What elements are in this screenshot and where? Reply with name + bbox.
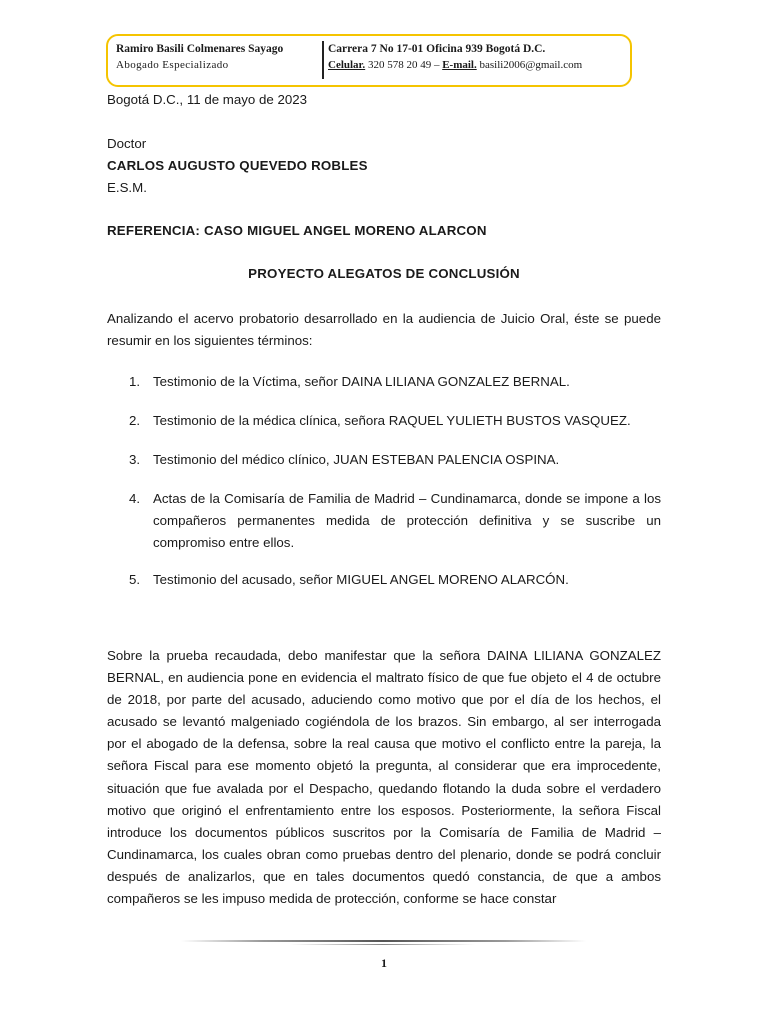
letterhead (106, 34, 632, 87)
letterhead-divider (322, 41, 324, 79)
recipient-salutation: Doctor (107, 136, 147, 151)
email-address: basili2006@gmail.com (476, 59, 583, 71)
page-number: 1 (381, 956, 387, 970)
recipient-name: CARLOS AUGUSTO QUEVEDO ROBLES (107, 158, 368, 173)
item-number: 4. (129, 491, 141, 506)
office-address: Carrera 7 No 17-01 Oficina 939 Bogotá D.C. (328, 43, 546, 55)
item-number: 2. (129, 413, 141, 428)
footer-divider-accent (290, 944, 475, 945)
item-number: 3. (129, 452, 141, 467)
item-text: Actas de la Comisaría de Familia de Madrid – Cundinamarca, donde se impone a los compañeros permanentes medida de protección definitiva y se suscribe un compromiso entre ellos. (153, 491, 661, 550)
reference-line: REFERENCIA: CASO MIGUEL ANGEL MORENO ALARCON (107, 223, 487, 238)
evidence-item (107, 371, 661, 393)
item-text: Testimonio del médico clínico, JUAN ESTEBAN PALENCIA OSPINA. (153, 452, 560, 467)
evidence-item (107, 488, 661, 554)
intro-paragraph: Analizando el acervo probatorio desarrollado en la audiencia de Juicio Oral, éste se puede resumir en los siguientes términos: (107, 311, 661, 348)
evidence-item (107, 569, 661, 591)
email-label: E-mail. (442, 59, 477, 71)
item-number: 5. (129, 572, 141, 587)
letterhead-right (328, 41, 628, 74)
item-text: Testimonio de la Víctima, señor DAINA LILIANA GONZALEZ BERNAL. (153, 374, 570, 389)
evidence-list (107, 371, 661, 608)
evidence-item (107, 410, 661, 432)
evidence-item (107, 449, 661, 471)
contact-line (328, 57, 628, 74)
lawyer-name: Ramiro Basili Colmenares Sayago (116, 43, 284, 55)
footer-divider (181, 940, 586, 942)
phone-number: 320 578 20 49 – (365, 59, 443, 71)
item-text: Testimonio de la médica clínica, señora RAQUEL YULIETH BUSTOS VASQUEZ. (153, 413, 631, 428)
letterhead-left (116, 41, 320, 74)
item-text: Testimonio del acusado, señor MIGUEL ANGEL MORENO ALARCÓN. (153, 572, 569, 587)
body-paragraph: Sobre la prueba recaudada, debo manifestar que la señora DAINA LILIANA GONZALEZ BERNAL, en audiencia pone en evidencia el maltrato físico de que fue objeto el 4 de octubre de 2018, por parte del acusado, aduciendo como motivo que por el día de los hechos, el acusado se levantó malgeniado cogiéndola de los brazos. Sin embargo, al ser interrogada por el abogado de la defensa, sobre la real causa que motivo el conflicto entre la pareja, la señora Fiscal para ese momento objetó la pregunta, al considerar que era improcedente, situación que fue avalada por el Despacho, quedando flotando la duda sobre el verdadero motivo que originó el enfrentamiento entre los esposos. Posteriormente, la señora Fiscal introduce los documentos públicos suscritos por la Comisaría de Familia de Madrid – Cundinamarca, los cuales obran como pruebas dentro del plenario, donde se podrá concluir después de analizarlos, que en tales documentos quedó constancia, de que a ambos compañeros se les impuso medida de protección, conforme se hace constar (107, 648, 661, 907)
phone-label: Celular. (328, 59, 366, 71)
recipient-esm: E.S.M. (107, 180, 147, 195)
document-title: PROYECTO ALEGATOS DE CONCLUSIÓN (248, 266, 520, 281)
lawyer-title: Abogado Especializado (116, 59, 229, 71)
date-line: Bogotá D.C., 11 de mayo de 2023 (107, 92, 308, 107)
item-number: 1. (129, 374, 141, 389)
